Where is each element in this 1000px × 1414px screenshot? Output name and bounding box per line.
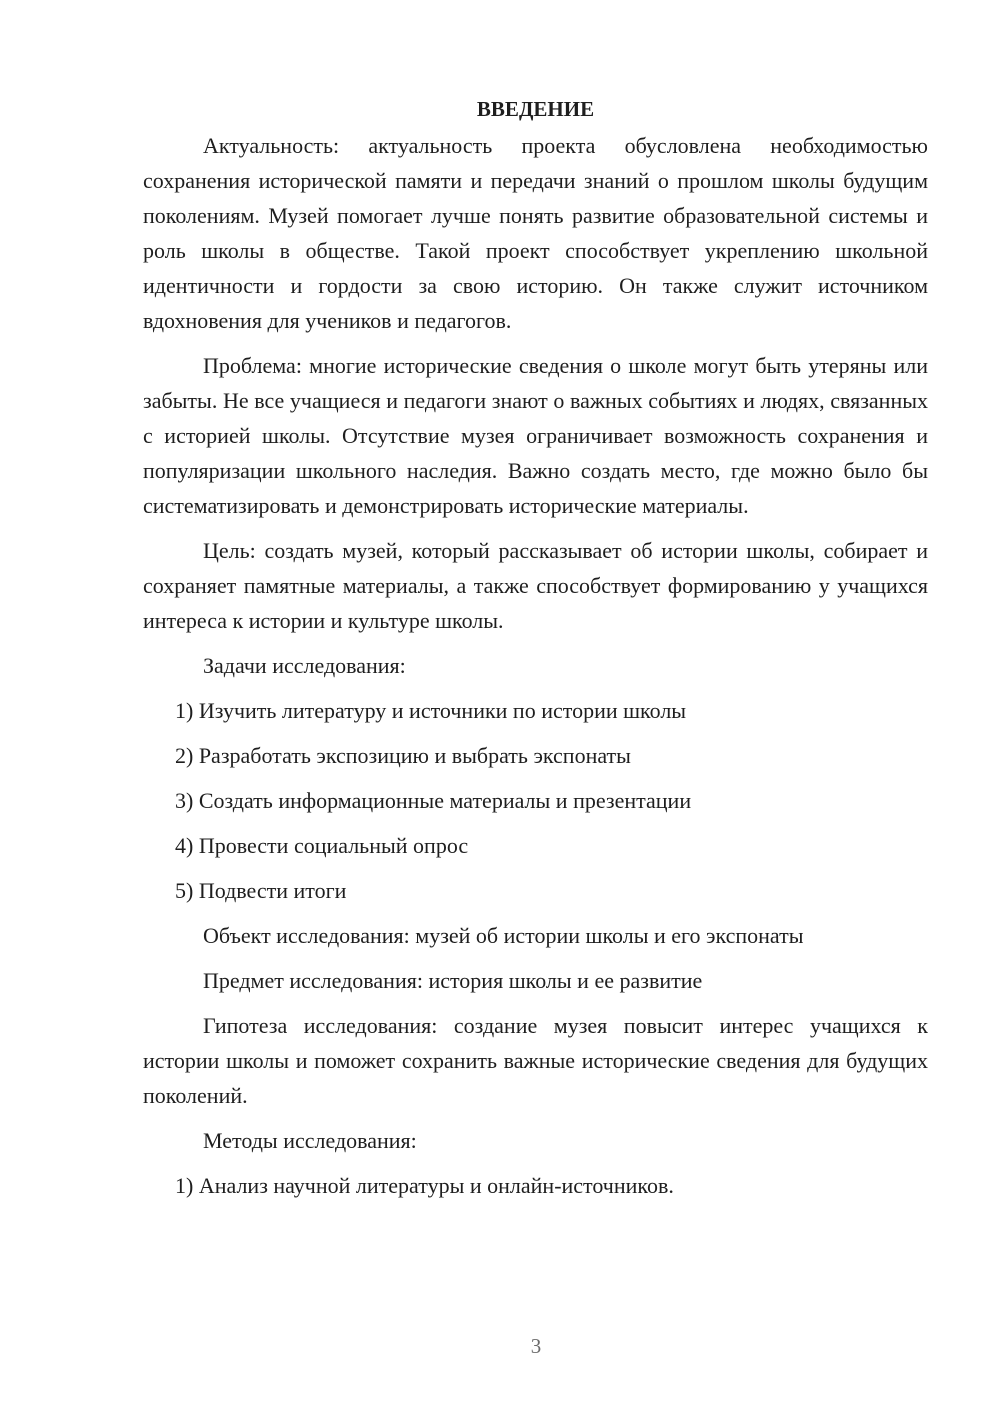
goal-paragraph: Цель: создать музей, который рассказывает об истории школы, собирает и сохраняет памятные материалы, а также способствует формированию у учащихся интереса к истории и культуре школы. [143, 538, 928, 633]
task-item-4: 4) Провести социальный опрос [175, 833, 469, 858]
method-item-1: 1) Анализ научной литературы и онлайн-источников. [175, 1173, 674, 1198]
tasks-heading: Задачи исследования: [203, 653, 406, 678]
task-item-5: 5) Подвести итоги [175, 878, 347, 903]
task-item-1: 1) Изучить литературу и источники по истории школы [175, 698, 687, 723]
page-number: 3 [530, 1334, 542, 1358]
relevance-paragraph: Актуальность: актуальность проекта обусловлена необходимостью сохранения исторической памяти и передачи знаний о прошлом школы будущим поколениям. Музей помогает лучше понять развитие образовательной системы и роль школы в обществе. Такой проект способствует укреплению школьной идентичности и гордости за свою историю. Он также служит источником вдохновения для учеников и педагогов. [143, 133, 928, 333]
problem-paragraph: Проблема: многие исторические сведения о школе могут быть утеряны или забыты. Не все учащиеся и педагоги знают о важных событиях и людях, связанных с историей школы. Отсутствие музея ограничивает возможность сохранения и популяризации школьного наследия. Важно создать место, где можно было бы систематизировать и демонстрировать исторические материалы. [143, 353, 928, 518]
task-item-2: 2) Разработать экспозицию и выбрать экспонаты [175, 743, 631, 768]
methods-heading: Методы исследования: [203, 1128, 417, 1153]
page-content [143, 92, 928, 1213]
task-item-3: 3) Создать информационные материалы и презентации [175, 788, 692, 813]
hypothesis-paragraph: Гипотеза исследования: создание музея повысит интерес учащихся к истории школы и поможет сохранить важные исторические сведения для будущих поколений. [143, 1013, 928, 1108]
research-object: Объект исследования: музей об истории школы и его экспонаты [203, 923, 804, 948]
page-title: ВВЕДЕНИЕ [476, 97, 595, 121]
research-subject: Предмет исследования: история школы и ее развитие [203, 968, 703, 993]
